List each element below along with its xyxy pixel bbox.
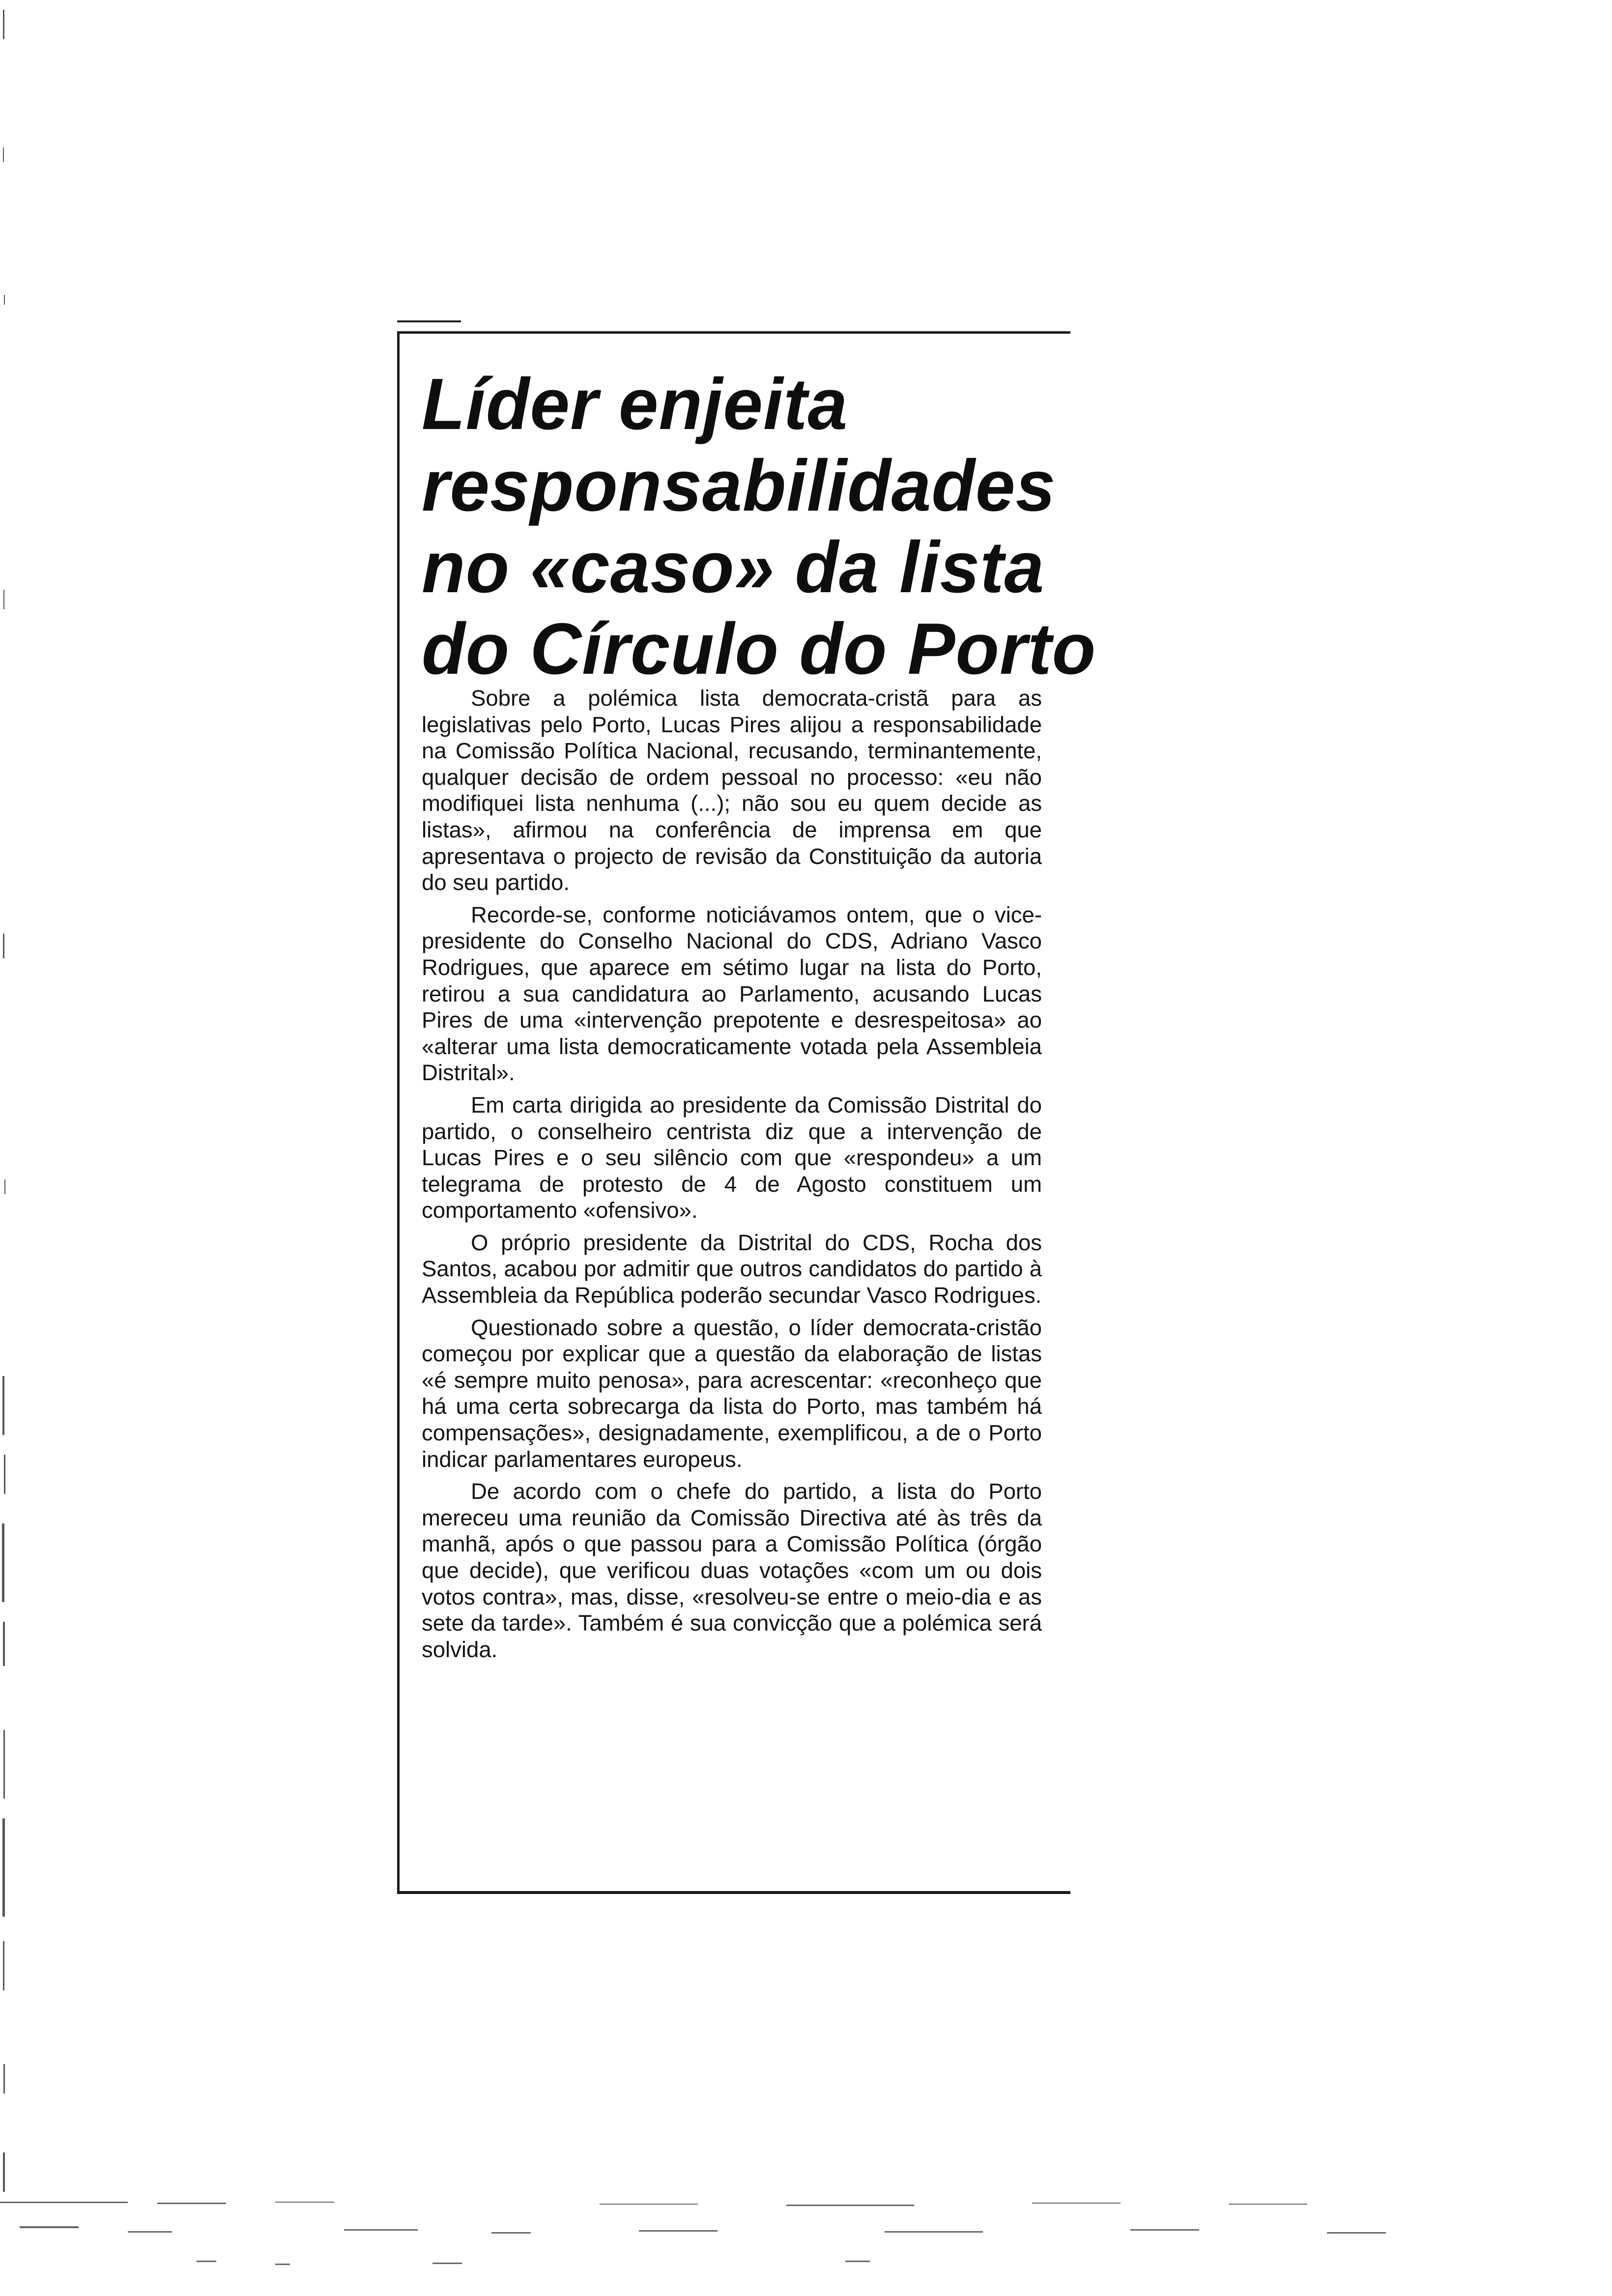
article-headline: [422, 364, 1096, 690]
article-paragraph-6: De acordo com o chefe do partido, a lista do Porto mereceu uma reunião da Comissão Directiva até às três da manhã, após o que passou para a Comissão Política (órgão que decide), que verificou duas votações «com um ou dois votos contra», mas, disse, «resolveu-se entre o meio-dia e as sete da tarde». Também é sua convicção que a polémica será solvida.: [422, 1479, 1042, 1662]
headline-line-3: no «caso» da lista: [422, 527, 1045, 608]
headline-line-1: Líder enjeita: [422, 364, 848, 445]
clipping-top-rule: [397, 320, 461, 322]
article-paragraph-4: O próprio presidente da Distrital do CDS, Rocha dos Santos, acabou por admitir que outros candidatos do partido à Assembleia da República poderão secundar Vasco Rodrigues.: [422, 1230, 1042, 1308]
article-paragraph-3: Em carta dirigida ao presidente da Comissão Distrital do partido, o conselheiro centrista diz que a intervenção de Lucas Pires e o seu silêncio com que «respondeu» a um telegrama de protesto de 4 de Agosto constituem um comportamento «ofensivo».: [422, 1092, 1042, 1223]
scan-edge-noise-left: [0, 0, 20, 2296]
scan-edge-noise-bottom: [0, 2202, 1612, 2296]
article-paragraph-2: Recorde-se, conforme noticiávamos ontem, que o vice-presidente do Conselho Nacional do CDS, Adriano Vasco Rodrigues, que aparece em sétimo lugar na lista do Porto, retirou a sua candidatura ao Parlamento, acusando Lucas Pires de uma «intervenção prepotente e desrespeitosa» ao «alterar uma lista democraticamente votada pela Assembleia Distrital».: [422, 902, 1042, 1086]
headline-line-4: do Círculo do Porto: [422, 608, 1096, 689]
article-paragraph-1: Sobre a polémica lista democrata-cristã para as legislativas pelo Porto, Lucas Pires alijou a responsabilidade na Comissão Política Nacional, recusando, terminantemente, qualquer decisão de ordem pessoal no processo: «eu não modifiquei lista nenhuma (...); não sou eu quem decide as listas», afirmou na conferência de imprensa em que apresentava o projecto de revisão da Constituição da autoria do seu partido.: [422, 686, 1042, 895]
headline-line-2: responsabilidades: [422, 445, 1056, 526]
article-paragraph-5: Questionado sobre a questão, o líder democrata-cristão começou por explicar que a questão da elaboração de listas «é sempre muito penosa», para acrescentar: «reconheço que há uma certa sobrecarga da lista do Porto, mas também há compensações», designadamente, exemplificou, a de o Porto indicar parlamentares europeus.: [422, 1315, 1042, 1472]
article-body: [422, 685, 1042, 1663]
